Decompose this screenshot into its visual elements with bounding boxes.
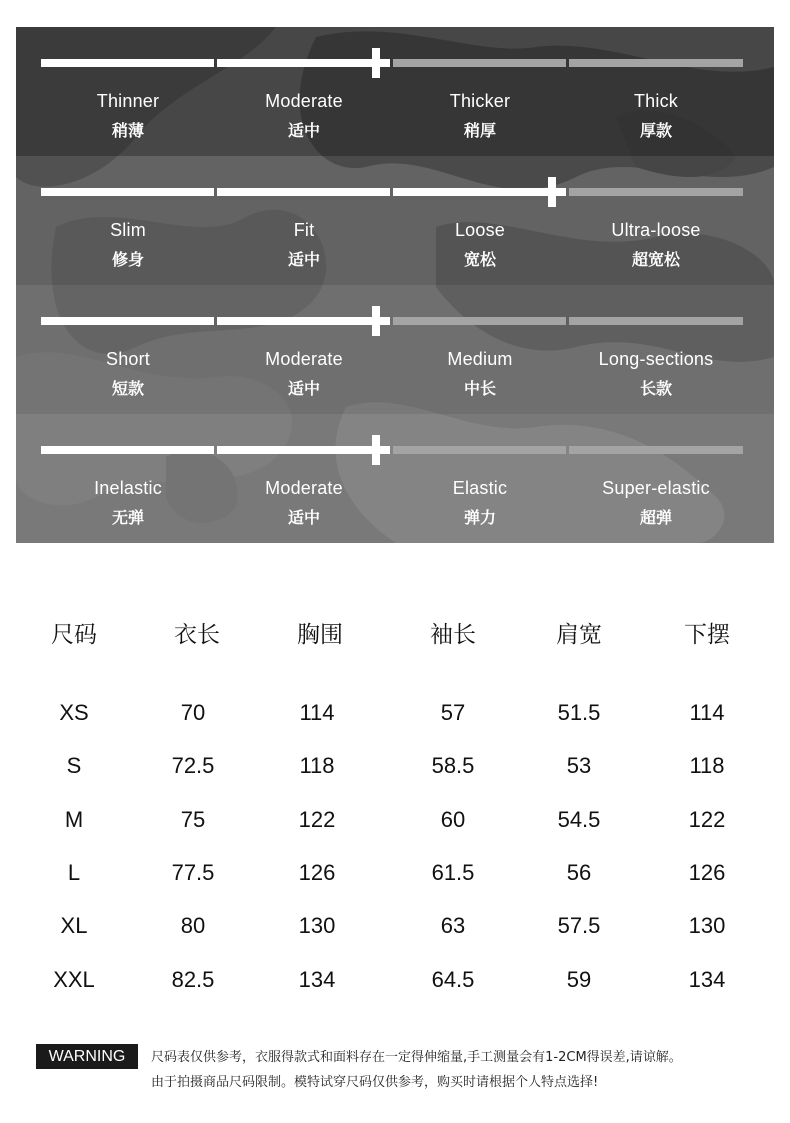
option-label-zh: 适中 bbox=[287, 508, 320, 527]
scale-segment bbox=[393, 446, 566, 454]
option-label-zh: 适中 bbox=[287, 121, 320, 140]
option-label-zh: 适中 bbox=[287, 379, 320, 398]
column-header: 衣长 bbox=[174, 622, 220, 648]
table-cell: 70 bbox=[180, 700, 206, 725]
option-label-zh: 长款 bbox=[639, 379, 672, 398]
option-label-zh: 稍厚 bbox=[463, 121, 496, 140]
table-cell: 60 bbox=[440, 807, 466, 832]
option-label-en: Medium bbox=[447, 349, 513, 369]
column-header: 胸围 bbox=[297, 622, 343, 648]
feature-panel bbox=[16, 27, 774, 543]
option-label-en: Thinner bbox=[96, 91, 160, 111]
option-label-zh: 超弹 bbox=[639, 508, 672, 527]
feature-row-fit bbox=[16, 156, 774, 285]
table-cell: 122 bbox=[688, 807, 726, 832]
option-label-zh: 中长 bbox=[463, 379, 496, 398]
warning-note-line: 由于拍摄商品尺码限制。模特试穿尺码仅供参考，购买时请根据个人特点选择! bbox=[151, 1075, 599, 1090]
column-header: 肩宽 bbox=[556, 622, 602, 648]
option-label-zh: 弹力 bbox=[463, 508, 496, 527]
scale-segment bbox=[569, 188, 743, 196]
table-cell: 114 bbox=[689, 700, 725, 725]
scale-segment bbox=[569, 59, 743, 67]
option-label-en: Fit bbox=[293, 220, 315, 240]
scale-segment bbox=[393, 59, 566, 67]
table-cell: 126 bbox=[298, 860, 336, 885]
table-cell: 64.5 bbox=[431, 967, 475, 992]
table-cell: 75 bbox=[180, 807, 206, 832]
option-label-en: Long-sections bbox=[598, 349, 714, 369]
table-cell: 61.5 bbox=[431, 860, 475, 885]
table-cell: 130 bbox=[688, 913, 726, 938]
option-label-zh: 短款 bbox=[111, 379, 144, 398]
scale-marker-bar bbox=[365, 59, 387, 67]
scale-segment bbox=[217, 188, 390, 196]
table-cell: 54.5 bbox=[557, 807, 601, 832]
table-cell: 53 bbox=[566, 753, 592, 778]
table-cell: XS bbox=[59, 700, 89, 725]
table-cell: 118 bbox=[299, 753, 335, 778]
table-cell: 57 bbox=[440, 700, 466, 725]
feature-row-elasticity bbox=[16, 414, 774, 543]
table-cell: M bbox=[64, 807, 84, 832]
scale-segment bbox=[393, 317, 566, 325]
column-header: 袖长 bbox=[430, 622, 476, 648]
table-cell: 82.5 bbox=[171, 967, 215, 992]
warning-note-line: 尺码表仅供参考，衣服得款式和面料存在一定得伸缩量,手工测量会有1-2CM得误差,请谅解。 bbox=[151, 1050, 682, 1065]
scale-marker-bar bbox=[365, 446, 387, 454]
column-header: 下摆 bbox=[684, 622, 730, 648]
table-cell: 58.5 bbox=[431, 753, 475, 778]
table-cell: XXL bbox=[53, 967, 95, 992]
option-label-zh: 宽松 bbox=[463, 250, 496, 269]
option-label-zh: 稍薄 bbox=[111, 121, 144, 140]
table-cell: 134 bbox=[298, 967, 336, 992]
column-header: 尺码 bbox=[51, 622, 97, 648]
option-label-en: Short bbox=[105, 349, 151, 369]
scale-segment bbox=[569, 446, 743, 454]
table-cell: 63 bbox=[440, 913, 466, 938]
table-cell: S bbox=[66, 753, 82, 778]
table-cell: 126 bbox=[688, 860, 726, 885]
option-label-en: Moderate bbox=[265, 349, 343, 369]
option-label-en: Slim bbox=[110, 220, 146, 240]
option-label-en: Super-elastic bbox=[602, 478, 710, 498]
table-cell: 118 bbox=[689, 753, 725, 778]
scale-marker-bar bbox=[365, 317, 387, 325]
scale-segment bbox=[41, 59, 214, 67]
scale-marker-bar bbox=[541, 188, 563, 196]
table-cell: 51.5 bbox=[557, 700, 601, 725]
option-label-en: Thicker bbox=[449, 91, 511, 111]
table-cell: 122 bbox=[298, 807, 336, 832]
scale-segment bbox=[41, 446, 214, 454]
table-cell: 130 bbox=[298, 913, 336, 938]
table-cell: 57.5 bbox=[557, 913, 601, 938]
table-cell: 134 bbox=[688, 967, 726, 992]
scale-segment bbox=[41, 317, 214, 325]
option-label-zh: 适中 bbox=[287, 250, 320, 269]
warning-badge: WARNING bbox=[36, 1044, 138, 1069]
table-cell: 80 bbox=[180, 913, 206, 938]
option-label-en: Thick bbox=[633, 91, 678, 111]
table-cell: L bbox=[67, 860, 81, 885]
table-cell: XL bbox=[60, 913, 88, 938]
option-label-en: Inelastic bbox=[94, 478, 162, 498]
option-label-zh: 修身 bbox=[111, 250, 144, 269]
option-label-zh: 无弹 bbox=[111, 508, 144, 527]
scale-segment bbox=[41, 188, 214, 196]
table-cell: 56 bbox=[566, 860, 592, 885]
option-label-en: Ultra-loose bbox=[611, 220, 701, 240]
feature-row-thickness bbox=[16, 27, 774, 156]
option-label-en: Moderate bbox=[265, 478, 343, 498]
feature-row-length bbox=[16, 285, 774, 414]
table-cell: 59 bbox=[566, 967, 592, 992]
option-label-zh: 厚款 bbox=[639, 121, 672, 140]
option-label-en: Loose bbox=[454, 220, 506, 240]
table-cell: 114 bbox=[299, 700, 335, 725]
option-label-en: Moderate bbox=[265, 91, 343, 111]
option-label-zh: 超宽松 bbox=[631, 250, 680, 269]
table-cell: 77.5 bbox=[171, 860, 215, 885]
table-cell: 72.5 bbox=[171, 753, 215, 778]
scale-segment bbox=[569, 317, 743, 325]
option-label-en: Elastic bbox=[452, 478, 508, 498]
